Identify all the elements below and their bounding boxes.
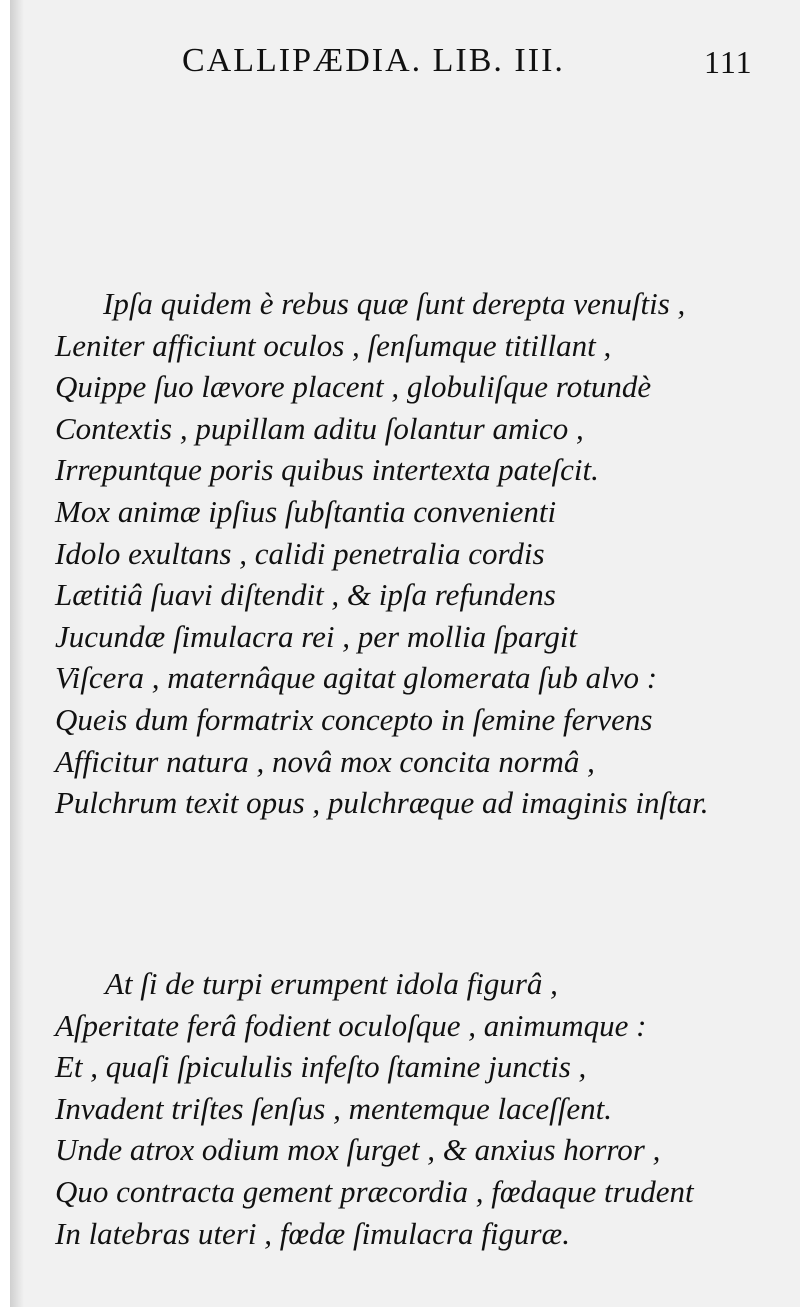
verse-line: Quo contracta gement præcordia , fœdaque trudent: [55, 1173, 694, 1209]
verse-line: Idolo exultans , calidi penetralia cordis: [55, 535, 545, 571]
verse-line: Unde atrox odium mox ſurget , & anxius horror ,: [55, 1132, 661, 1168]
verse-line: Contextis , pupillam aditu ſolantur amico ,: [55, 410, 584, 446]
verse-line: Jucundæ ſimulacra rei , per mollia ſpargit: [55, 618, 578, 654]
stanza-2: [55, 963, 775, 1254]
verse-line: Viſcera , maternâque agitat glomerata ſub alvo :: [55, 660, 658, 696]
stanza-1: [55, 283, 775, 824]
verse-line: In latebras uteri , fœdæ ſimulacra figuræ.: [55, 1215, 570, 1251]
verse-line: Invadent triſtes ſenſus , mentemque laceſſent.: [55, 1090, 612, 1126]
verse-line: Leniter afficiunt oculos , ſenſumque titillant ,: [55, 327, 612, 363]
page-gutter-shadow: [10, 0, 24, 1307]
verse-line: Afficitur natura , novâ mox concita normâ ,: [55, 743, 595, 779]
running-title: CALLIPÆDIA. LIB. III.: [182, 42, 565, 79]
verse-line: Pulchrum texit opus , pulchræque ad imaginis inſtar.: [55, 785, 709, 821]
verse-line: Quippe ſuo lævore placent , globuliſque rotundè: [55, 369, 652, 405]
verse-line: Aſperitate ferâ fodient oculoſque , animumque :: [55, 1007, 647, 1043]
verse-line: Irrepuntque poris quibus intertexta pateſcit.: [55, 452, 599, 488]
verse-line: Ipſa quidem è rebus quæ ſunt derepta venuſtis ,: [103, 286, 686, 321]
verse-line: At ſi de turpi erumpent idola figurâ ,: [105, 966, 558, 1001]
page-header: [182, 42, 782, 92]
verse-line: Lætitiâ ſuavi diſtendit , & ipſa refundens: [55, 577, 556, 613]
verse-line: Mox animæ ipſius ſubſtantia convenienti: [55, 493, 557, 529]
verse-line: Et , quaſi ſpicululis infeſto ſtamine junctis ,: [55, 1049, 587, 1085]
verse-line: Queis dum formatrix concepto in ſemine fervens: [55, 701, 653, 737]
page-number: 111: [704, 44, 753, 80]
